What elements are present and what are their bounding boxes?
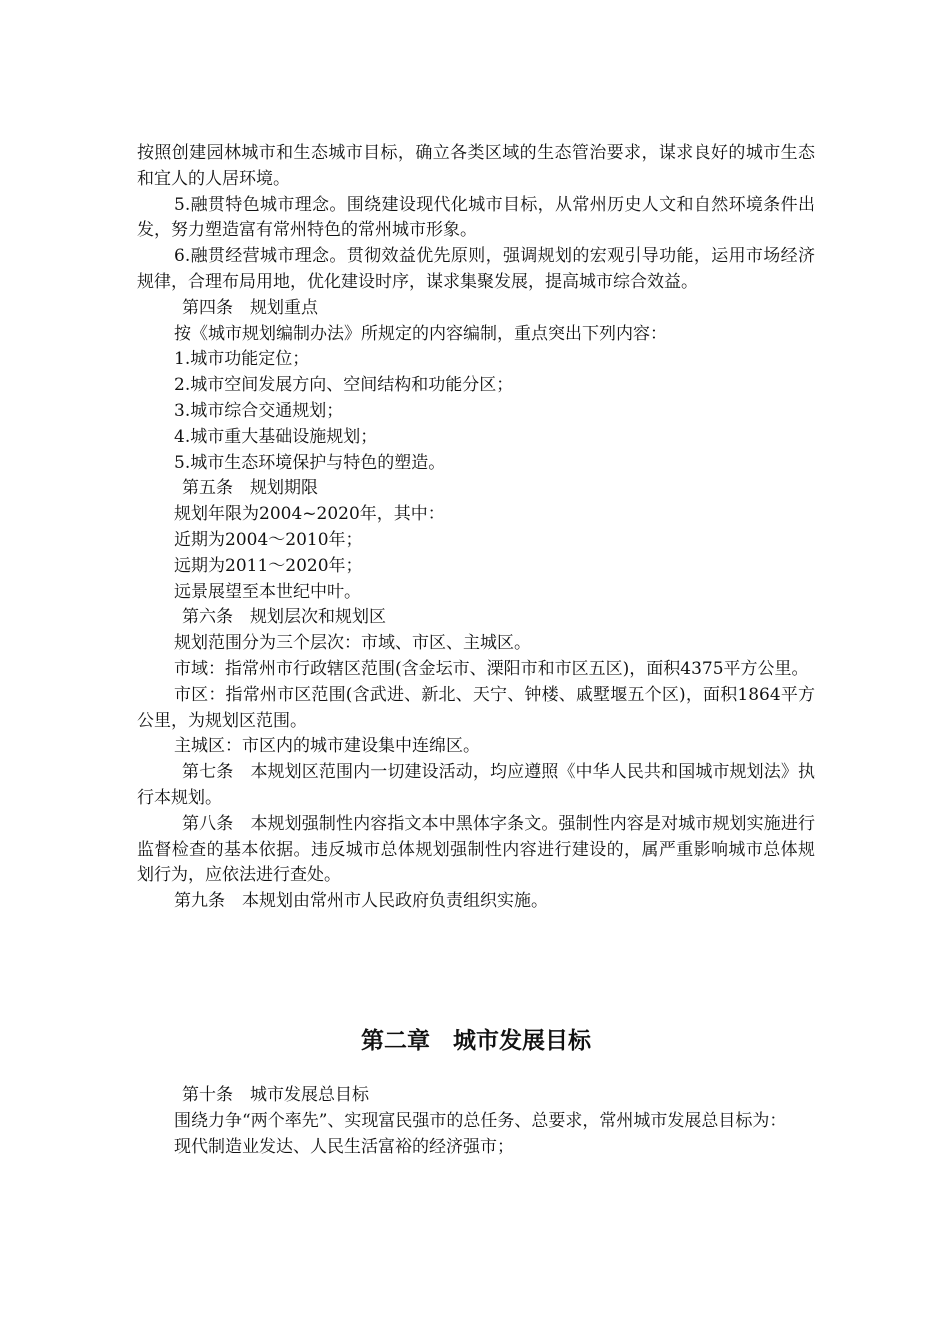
text-body-chapter-2	[137, 1083, 815, 1160]
paragraph: 远期为2011～2020年；	[174, 555, 363, 576]
list-item: 3.城市综合交通规划；	[174, 400, 344, 421]
list-item: 5.城市生态环境保护与特色的塑造。	[174, 452, 446, 473]
paragraph: 主城区：市区内的城市建设集中连绵区。	[174, 736, 480, 757]
paragraph: 围绕力争“两个率先”、实现富民强市的总任务、总要求，常州城市发展总目标为：	[174, 1110, 787, 1131]
paragraph: 现代制造业发达、人民生活富裕的经济强市；	[174, 1136, 514, 1157]
paragraph: 近期为2004～2010年；	[174, 529, 363, 550]
article-heading: 第十条 城市发展总目标	[182, 1085, 369, 1105]
article-paragraph: 第八条 本规划强制性内容指文本中黑体字条文。强制性内容是对城市规划实施进行监督检查的基本依据。违反城市总体规划强制性内容进行建设的，属严重影响城市总体规划行为，应依法进行查处。	[137, 813, 815, 886]
paragraph: 5.融贯特色城市理念。围绕建设现代化城市目标，从常州历史人文和自然环境条件出发，努力塑造富有常州特色的常州城市形象。	[137, 194, 815, 241]
paragraph: 按《城市规划编制办法》所规定的内容编制，重点突出下列内容：	[174, 323, 667, 344]
paragraph: 按照创建园林城市和生态城市目标，确立各类区域的生态管治要求，谋求良好的城市生态和宜人的人居环境。	[137, 143, 815, 189]
text-body	[137, 141, 815, 915]
list-item: 2.城市空间发展方向、空间结构和功能分区；	[174, 375, 514, 396]
paragraph: 6.融贯经营城市理念。贯彻效益优先原则，强调规划的宏观引导功能，运用市场经济规律，合理布局用地，优化建设时序，谋求集聚发展，提高城市综合效益。	[137, 246, 815, 292]
paragraph: 市域：指常州市行政辖区范围(含金坛市、溧阳市和市区五区)，面积4375平方公里。	[174, 658, 809, 679]
article-paragraph: 第七条 本规划区范围内一切建设活动，均应遵照《中华人民共和国城市规划法》执行本规划。	[137, 762, 815, 808]
list-item: 1.城市功能定位；	[174, 349, 310, 370]
list-item: 4.城市重大基础设施规划；	[174, 426, 378, 447]
article-heading: 第六条 规划层次和规划区	[182, 607, 386, 628]
article-heading: 第五条 规划期限	[182, 478, 318, 499]
article-heading: 第四条 规划重点	[182, 297, 318, 318]
paragraph: 远景展望至本世纪中叶。	[174, 581, 361, 602]
paragraph: 市区：指常州市区范围(含武进、新北、天宁、钟楼、戚墅堰五个区)，面积1864平方公里，为规划区范围。	[137, 684, 815, 731]
chapter-heading: 第二章 城市发展目标	[361, 1028, 591, 1054]
paragraph: 规划范围分为三个层次：市域、市区、主城区。	[174, 633, 531, 654]
paragraph: 规划年限为2004~2020年，其中：	[174, 504, 445, 525]
paragraph: 第九条 本规划由常州市人民政府负责组织实施。	[174, 891, 548, 912]
